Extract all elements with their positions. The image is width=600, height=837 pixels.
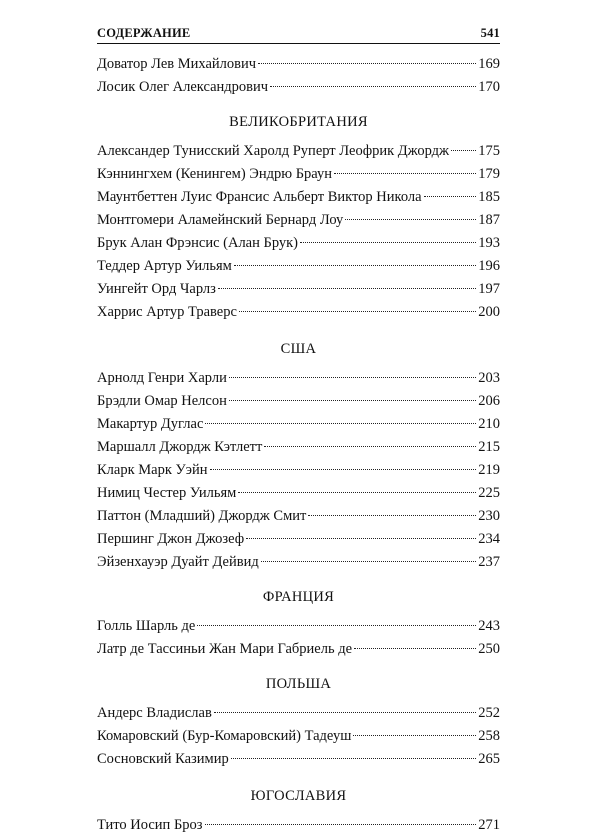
entry-name: Нимиц Честер Уильям — [97, 485, 237, 501]
entry-page: 197 — [478, 281, 500, 297]
entry-name: Латр де Тассиньи Жан Мари Габриель де — [97, 641, 353, 657]
toc-entry — [97, 209, 500, 232]
toc-entry — [97, 163, 500, 186]
entry-page: 196 — [478, 258, 500, 274]
dot-leader — [258, 63, 476, 64]
dot-leader — [261, 561, 477, 562]
toc-entry — [97, 53, 500, 76]
entry-name: Тито Иосип Броз — [97, 817, 203, 833]
entry-page: 250 — [478, 641, 500, 657]
toc-entry — [97, 748, 500, 771]
entry-name: Першинг Джон Джозеф — [97, 531, 245, 547]
entry-page: 200 — [478, 304, 500, 320]
dot-leader — [334, 173, 476, 174]
entry-name: Сосновский Казимир — [97, 751, 229, 767]
entry-page: 252 — [478, 705, 500, 721]
dot-leader — [210, 469, 477, 470]
entry-page: 203 — [478, 370, 500, 386]
dot-leader — [197, 625, 476, 626]
entry-page: 225 — [478, 485, 500, 501]
dot-leader — [264, 446, 476, 447]
dot-leader — [218, 288, 476, 289]
entry-page: 169 — [478, 56, 500, 72]
dot-leader — [231, 758, 477, 759]
section-heading-usa: США — [280, 341, 317, 357]
dot-leader — [424, 196, 477, 197]
running-header — [97, 26, 500, 44]
dot-leader — [229, 377, 476, 378]
entry-page: 170 — [478, 79, 500, 95]
toc-entry — [97, 814, 500, 837]
section-list-yugoslavia — [97, 814, 500, 837]
entry-name: Кэннингхем (Кенингем) Эндрю Браун — [97, 166, 333, 182]
toc-entry — [97, 615, 500, 638]
entry-page: 234 — [478, 531, 500, 547]
entry-name: Монтгомери Аламейнский Бернард Лоу — [97, 212, 344, 228]
dot-leader — [238, 492, 476, 493]
section-list-great-britain — [97, 140, 500, 324]
dot-leader — [229, 400, 476, 401]
toc-entry — [97, 232, 500, 255]
dot-leader — [234, 265, 476, 266]
entry-page: 219 — [478, 462, 500, 478]
entry-name: Макартур Дуглас — [97, 416, 204, 432]
toc-entry — [97, 551, 500, 574]
entry-name: Доватор Лев Михайлович — [97, 56, 257, 72]
entry-name: Комаровский (Бур-Комаровский) Тадеуш — [97, 728, 352, 744]
toc-entry — [97, 390, 500, 413]
header-page-number: 541 — [480, 26, 500, 40]
entry-name: Эйзенхауэр Дуайт Дейвид — [97, 554, 259, 570]
entry-page: 237 — [478, 554, 500, 570]
dot-leader — [345, 219, 476, 220]
entry-name: Андерс Владислав — [97, 705, 212, 721]
toc-entry — [97, 725, 500, 748]
entry-name: Уингейт Орд Чарлз — [97, 281, 216, 297]
entry-name: Маршалл Джордж Кэтлетт — [97, 439, 263, 455]
dot-leader — [451, 150, 476, 151]
toc-entry — [97, 436, 500, 459]
entry-name: Голль Шарль де — [97, 618, 196, 634]
section-list-france — [97, 615, 500, 661]
header-title: СОДЕРЖАНИЕ — [97, 26, 191, 40]
dot-leader — [300, 242, 476, 243]
entry-name: Кларк Марк Уэйн — [97, 462, 208, 478]
intro-entries — [97, 53, 500, 99]
dot-leader — [205, 423, 476, 424]
dot-leader — [270, 86, 476, 87]
entry-name: Харрис Артур Траверс — [97, 304, 237, 320]
dot-leader — [205, 824, 477, 825]
entry-name: Брэдли Омар Нелсон — [97, 393, 227, 409]
dot-leader — [246, 538, 476, 539]
entry-name: Лосик Олег Александрович — [97, 79, 269, 95]
entry-page: 230 — [478, 508, 500, 524]
entry-name: Паттон (Младший) Джордж Смит — [97, 508, 307, 524]
entry-page: 185 — [478, 189, 500, 205]
entry-page: 215 — [478, 439, 500, 455]
entry-page: 175 — [478, 143, 500, 159]
entry-page: 187 — [478, 212, 500, 228]
toc-entry — [97, 638, 500, 661]
toc-entry — [97, 278, 500, 301]
entry-name: Александер Тунисский Харолд Руперт Леофрик Джордж — [97, 143, 450, 159]
section-list-usa — [97, 367, 500, 574]
entry-page: 258 — [478, 728, 500, 744]
section-heading-france: ФРАНЦИЯ — [262, 589, 335, 605]
section-heading-yugoslavia: ЮГОСЛАВИЯ — [250, 788, 347, 804]
toc-entry — [97, 459, 500, 482]
toc-entry — [97, 367, 500, 390]
entry-page: 271 — [478, 817, 500, 833]
dot-leader — [308, 515, 476, 516]
toc-entry — [97, 255, 500, 278]
entry-name: Маунтбеттен Луис Франсис Альберт Виктор Никола — [97, 189, 422, 205]
toc-entry — [97, 702, 500, 725]
entry-page: 265 — [478, 751, 500, 767]
entry-page: 206 — [478, 393, 500, 409]
toc-entry — [97, 528, 500, 551]
entry-name: Брук Алан Фрэнсис (Алан Брук) — [97, 235, 299, 251]
toc-entry — [97, 140, 500, 163]
dot-leader — [214, 712, 476, 713]
dot-leader — [354, 648, 476, 649]
section-heading-poland: ПОЛЬША — [265, 676, 332, 692]
dot-leader — [353, 735, 476, 736]
section-heading-great-britain: ВЕЛИКОБРИТАНИЯ — [229, 114, 368, 130]
entry-page: 243 — [478, 618, 500, 634]
entry-name: Арнолд Генри Харли — [97, 370, 227, 386]
toc-entry — [97, 186, 500, 209]
entry-page: 179 — [478, 166, 500, 182]
entry-page: 210 — [478, 416, 500, 432]
toc-entry — [97, 505, 500, 528]
section-list-poland — [97, 702, 500, 771]
dot-leader — [239, 311, 476, 312]
toc-entry — [97, 413, 500, 436]
toc-page — [97, 26, 500, 837]
toc-entry — [97, 482, 500, 505]
toc-entry — [97, 301, 500, 324]
entry-page: 193 — [478, 235, 500, 251]
entry-name: Теддер Артур Уильям — [97, 258, 232, 274]
toc-entry — [97, 76, 500, 99]
